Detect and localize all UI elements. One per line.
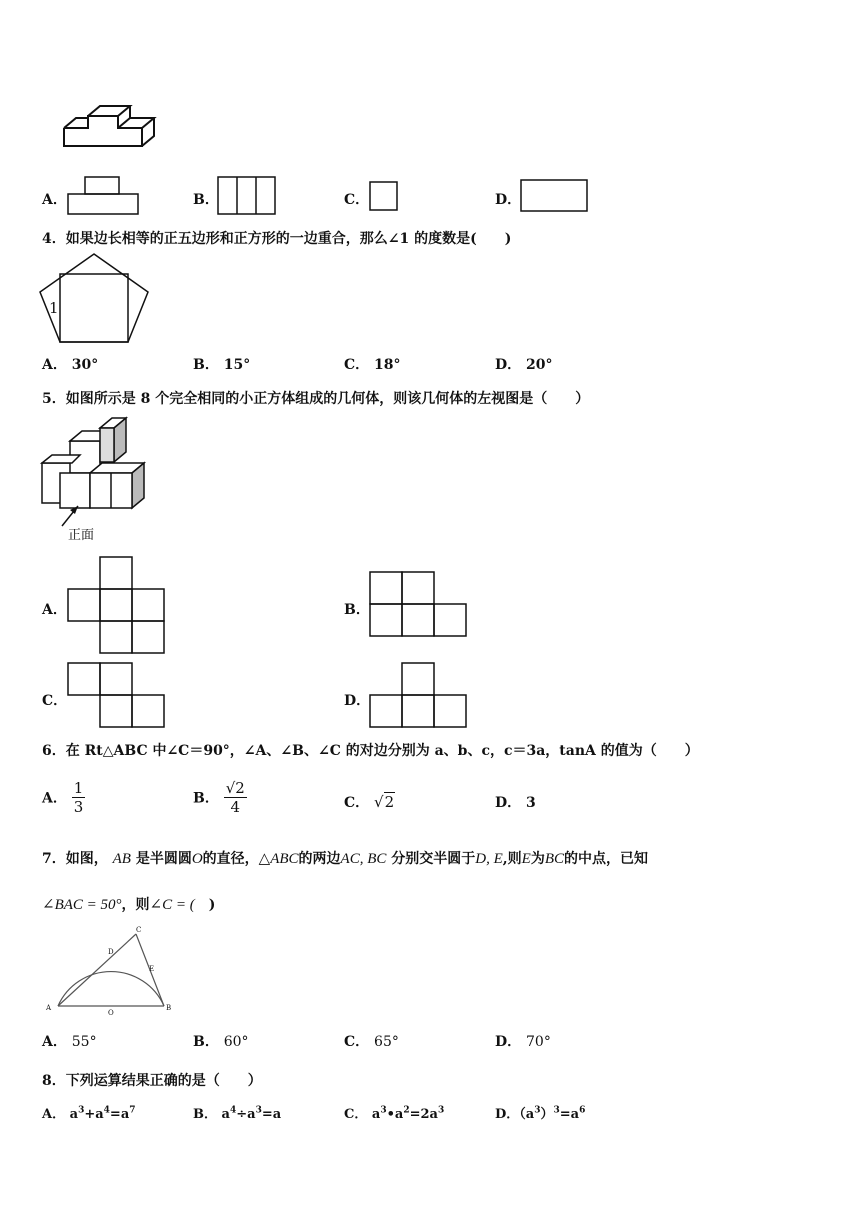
q7-label-d: D [108,948,114,956]
q6-option-b-fraction: $\frac{√2}{4}$ [225,779,245,816]
q7-label-e: E [149,965,155,973]
q7-option-b: B． 60° [193,1034,249,1050]
q7-option-a: A． 55° [42,1034,97,1050]
q7-option-d: D． 70° [495,1034,551,1050]
solid-figure-q3 [58,98,162,150]
q6-option-a-fraction: $\frac{1}{3}$ [73,779,84,816]
q7-label-o: O [108,1009,114,1017]
q4-pentagon-square-figure [36,250,152,346]
top-option-c-letter: C． [344,192,370,208]
q8-option-a: A． $a^3+a^4=a^7$ [42,1105,136,1122]
q8-option-d: D．$(a^3)^3=a^6$ [495,1105,586,1122]
q7-label-c: C [136,926,142,934]
q6-option-c-radical: √2 [374,793,395,811]
q8-option-c: C． $a^3•a^2=2a^3$ [344,1105,445,1122]
q6-option-d: D． 3 [495,795,536,811]
q6-question: 6．在 Rt△ABC 中∠C＝90°，∠A、∠B、∠C 的对边分别为 a、b、c，c＝3a，tanA 的值为（ ） [42,743,699,759]
top-option-b-letter: B． [193,192,219,208]
q6-option-b: B． $\frac{√2}{4}$ [193,779,245,816]
top-option-b-figure [217,176,277,216]
top-option-a-figure [66,176,140,216]
q5-front-label: 正面 [68,528,95,543]
q7-question-line1: 7．如图， AB 是半圆圆O的直径，△ABC的两边AC, BC 分别交半圆于D, E,则E为BC的中点，已知 [42,851,648,867]
q4-option-b: B． 15° [193,357,251,373]
q7-option-c: C． 65° [344,1034,399,1050]
top-option-c-figure [369,181,399,212]
q6-option-c: C． √2 [344,793,395,811]
q7-question-line2: ∠BAC = 50°，则∠C = ( ) [42,897,216,913]
q4-option-a: A． 30° [42,357,99,373]
q4-angle-label: 1 [49,299,59,317]
q8-option-b: B． $a^4\div a^3=a$ [193,1105,282,1122]
q5-question: 5．如图所示是 8 个完全相同的小正方体组成的几何体，则该几何体的左视图是（ ） [42,391,590,407]
q4-option-c: C． 18° [344,357,401,373]
q5-option-b-letter: B． [344,602,370,618]
q7-label-a: A [46,1004,52,1012]
q6-option-a: A． $\frac{1}{3}$ [42,779,84,816]
q5-option-b-figure [369,571,469,639]
q7-label-b: B [166,1004,172,1012]
q7-semicircle-figure [44,924,180,1020]
q5-option-a-letter: A． [42,602,67,618]
top-option-a-letter: A． [42,192,67,208]
top-option-d-letter: D． [495,192,522,208]
q8-question: 8．下列运算结果正确的是（ ） [42,1073,262,1089]
q4-question: 4．如果边长相等的正五边形和正方形的一边重合，那么∠1 的度数是( ) [42,231,512,247]
q4-option-d: D． 20° [495,357,553,373]
q5-option-d-letter: D． [344,693,371,709]
top-option-d-figure [520,179,590,213]
q5-option-c-letter: C． [42,693,68,709]
q5-option-a-figure [67,556,167,656]
q5-option-c-figure [67,662,167,730]
q5-option-d-figure [369,662,469,730]
